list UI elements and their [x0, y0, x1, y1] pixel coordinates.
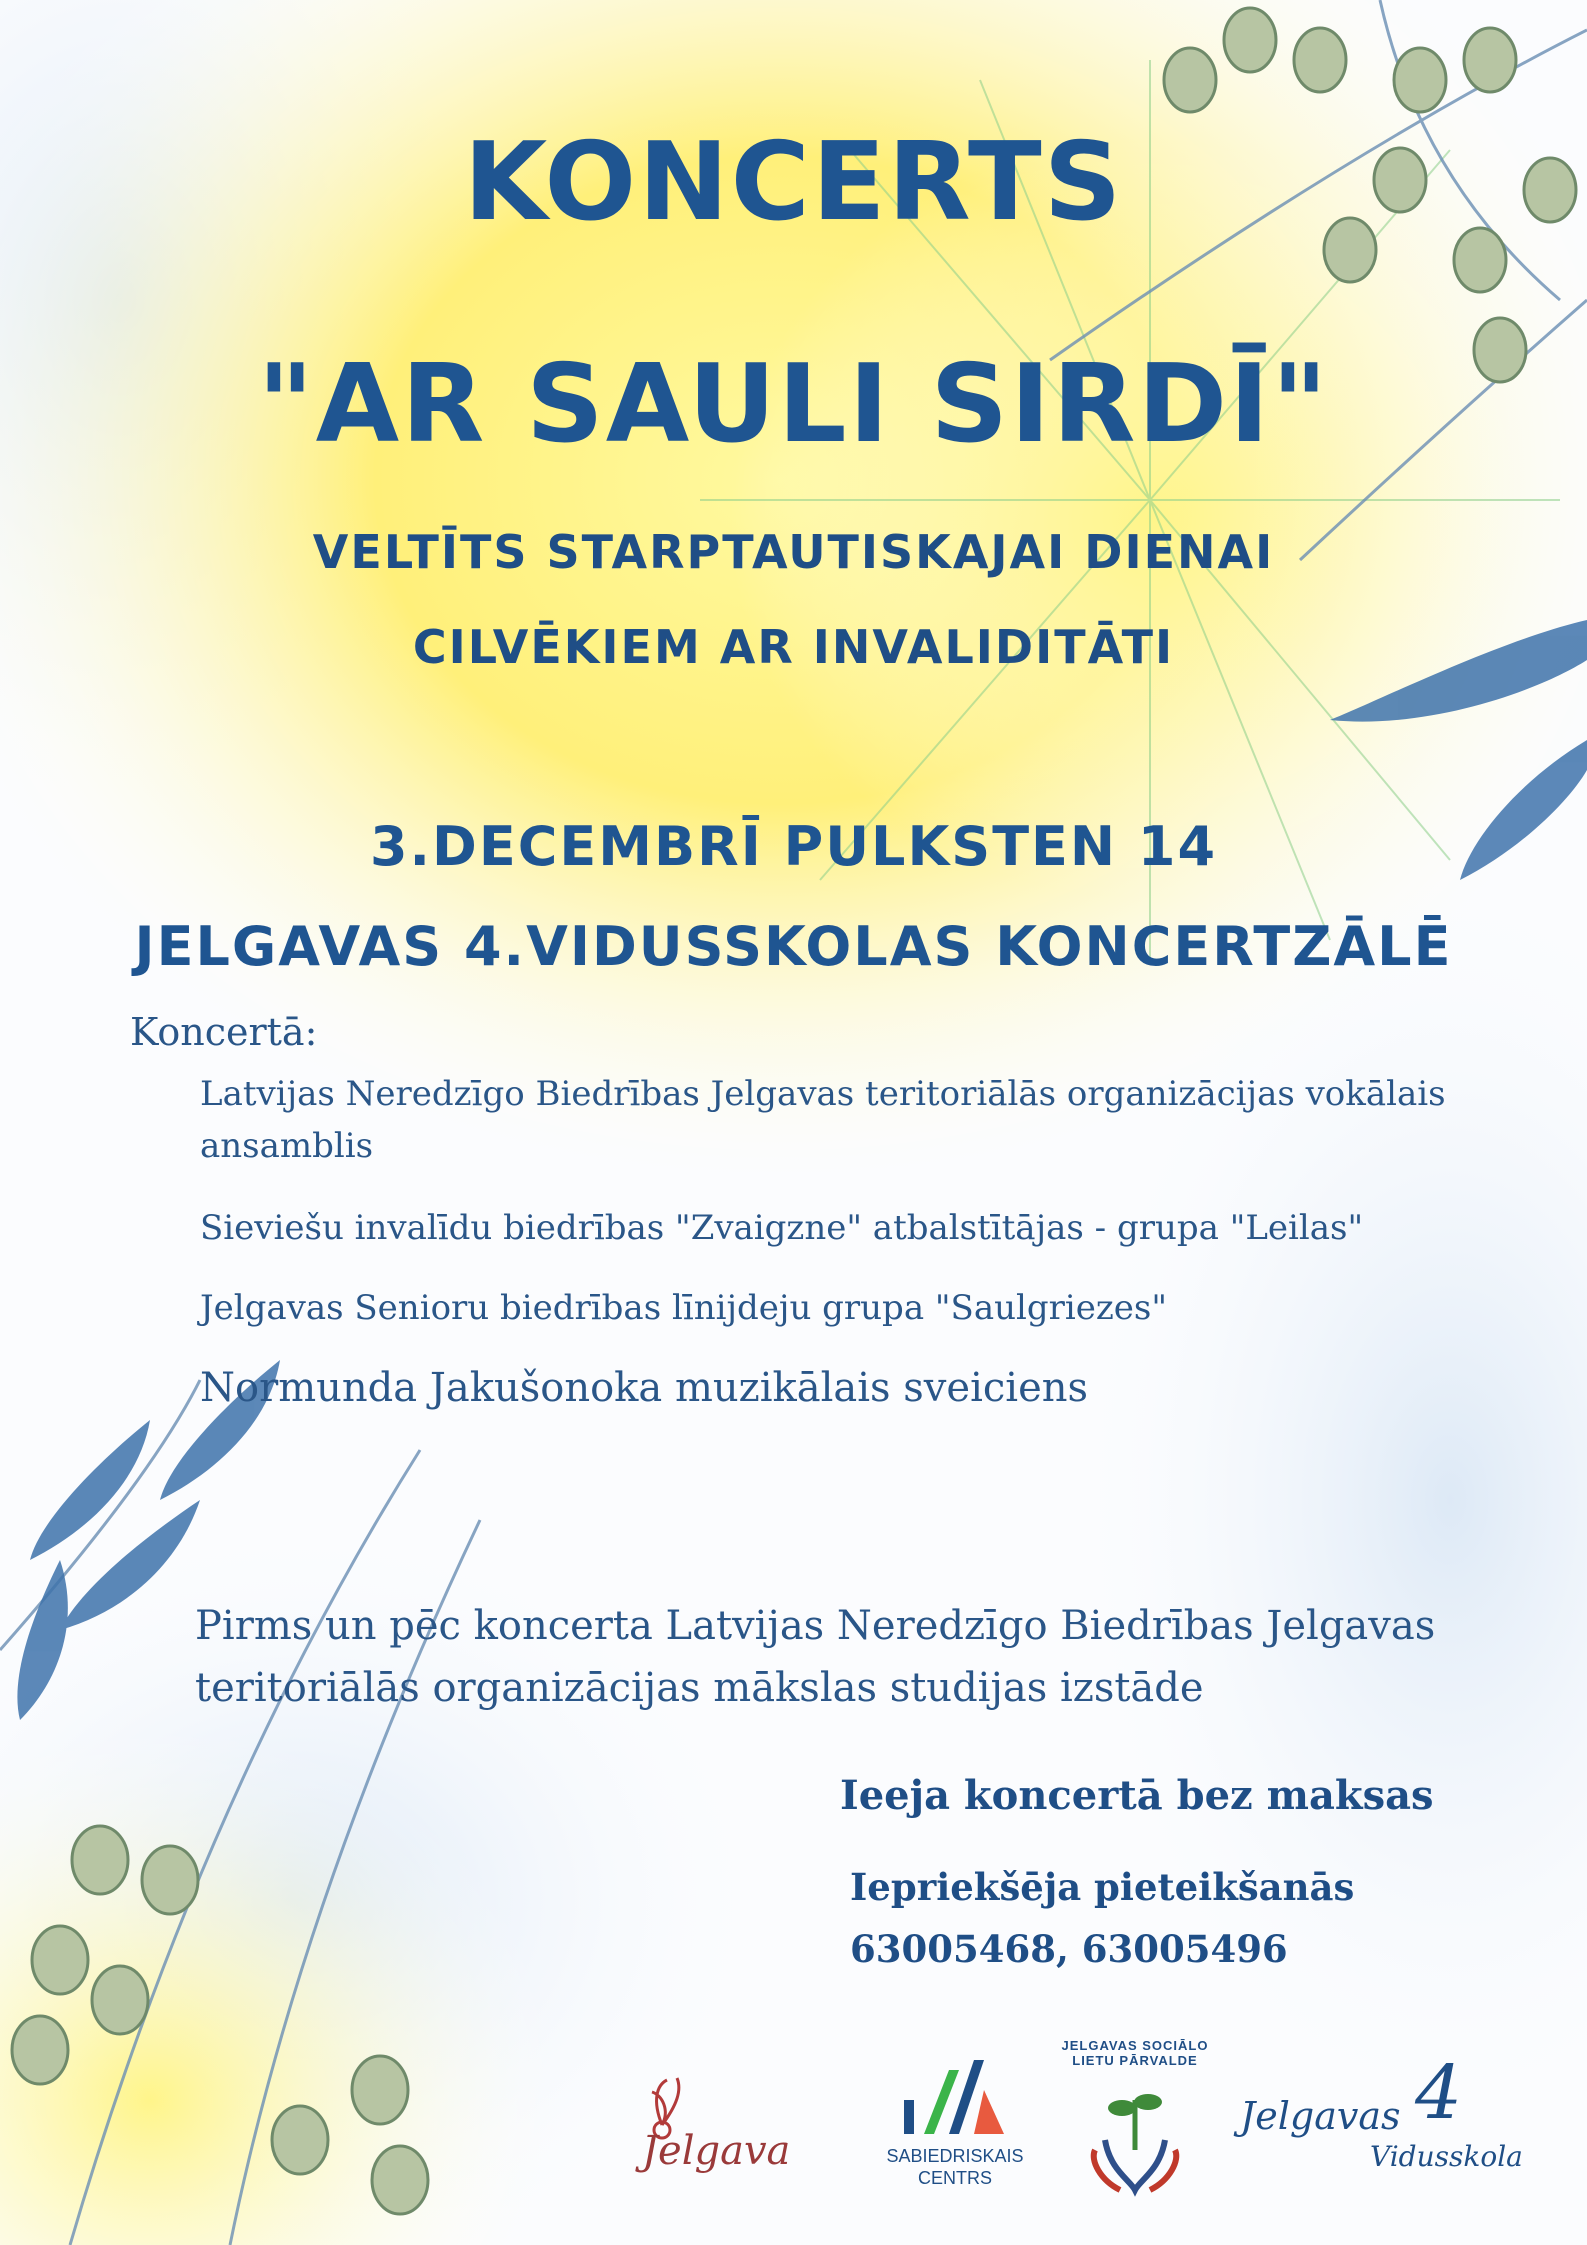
social-services-text: JELGAVAS SOCIĀLO LIETU PĀRVALDE — [1061, 2038, 1209, 2068]
sabiedriskais-text-2: CENTRS — [917, 2168, 992, 2188]
school-number: 4 — [1415, 2050, 1463, 2136]
sabiedriskais-text-1: SABIEDRISKAIS — [886, 2146, 1024, 2166]
program-item: Latvijas Neredzīgo Biedrības Jelgavas teritoriālās organizācijas vokālais ansamblis — [200, 1074, 1446, 1166]
dedication-line-2: CILVĒKIEM AR INVALIDITĀTI — [412, 620, 1175, 674]
free-admission: Ieeja koncertā bez maksas — [840, 1772, 1434, 1819]
event-date-time: 3.DECEMBRĪ PULKSTEN 14 — [369, 815, 1218, 878]
program-item: Jelgavas Senioru biedrības līnijdeju grupa "Saulgriezes" — [200, 1288, 1168, 1328]
school-logo — [1240, 2050, 1540, 2190]
registration-block — [850, 1856, 1354, 1980]
jelgava-logo — [622, 2070, 822, 2180]
sponsor-logos — [600, 2030, 1560, 2210]
school-name-text: Jelgavas — [1240, 2094, 1401, 2138]
social-services-logo — [1050, 2030, 1220, 2200]
concert-name: "AR SAULI SIRDĪ" — [257, 342, 1330, 467]
registration-phones: 63005468, 63005496 — [850, 1927, 1288, 1971]
program-item: Normunda Jakušonoka muzikālais sveiciens — [200, 1365, 1089, 1411]
registration-label: Iepriekšēja pieteikšanās — [850, 1865, 1355, 1909]
program-item: Sieviešu invalīdu biedrības "Zvaigzne" atbalstītājas - grupa "Leilas" — [200, 1208, 1364, 1248]
jelgava-logo-text: Jelgava — [642, 2128, 791, 2174]
page-title: KONCERTS — [463, 120, 1124, 245]
event-venue: JELGAVAS 4.VIDUSSKOLAS KONCERTZĀLĒ — [134, 915, 1453, 978]
school-suffix-text: Vidusskola — [1370, 2140, 1523, 2173]
exhibition-note: Pirms un pēc koncerta Latvijas Neredzīgo Biedrības Jelgavas teritoriālās organizācijas mākslas studijas izstāde — [195, 1603, 1436, 1711]
program-heading: Koncertā: — [130, 1010, 318, 1054]
sabiedriskais-centrs-logo — [880, 2050, 1030, 2200]
dedication-line-1: VELTĪTS STARPTAUTISKAJAI DIENAI — [312, 525, 1275, 579]
sabiedriskais-centrs-icon — [894, 2050, 1014, 2140]
